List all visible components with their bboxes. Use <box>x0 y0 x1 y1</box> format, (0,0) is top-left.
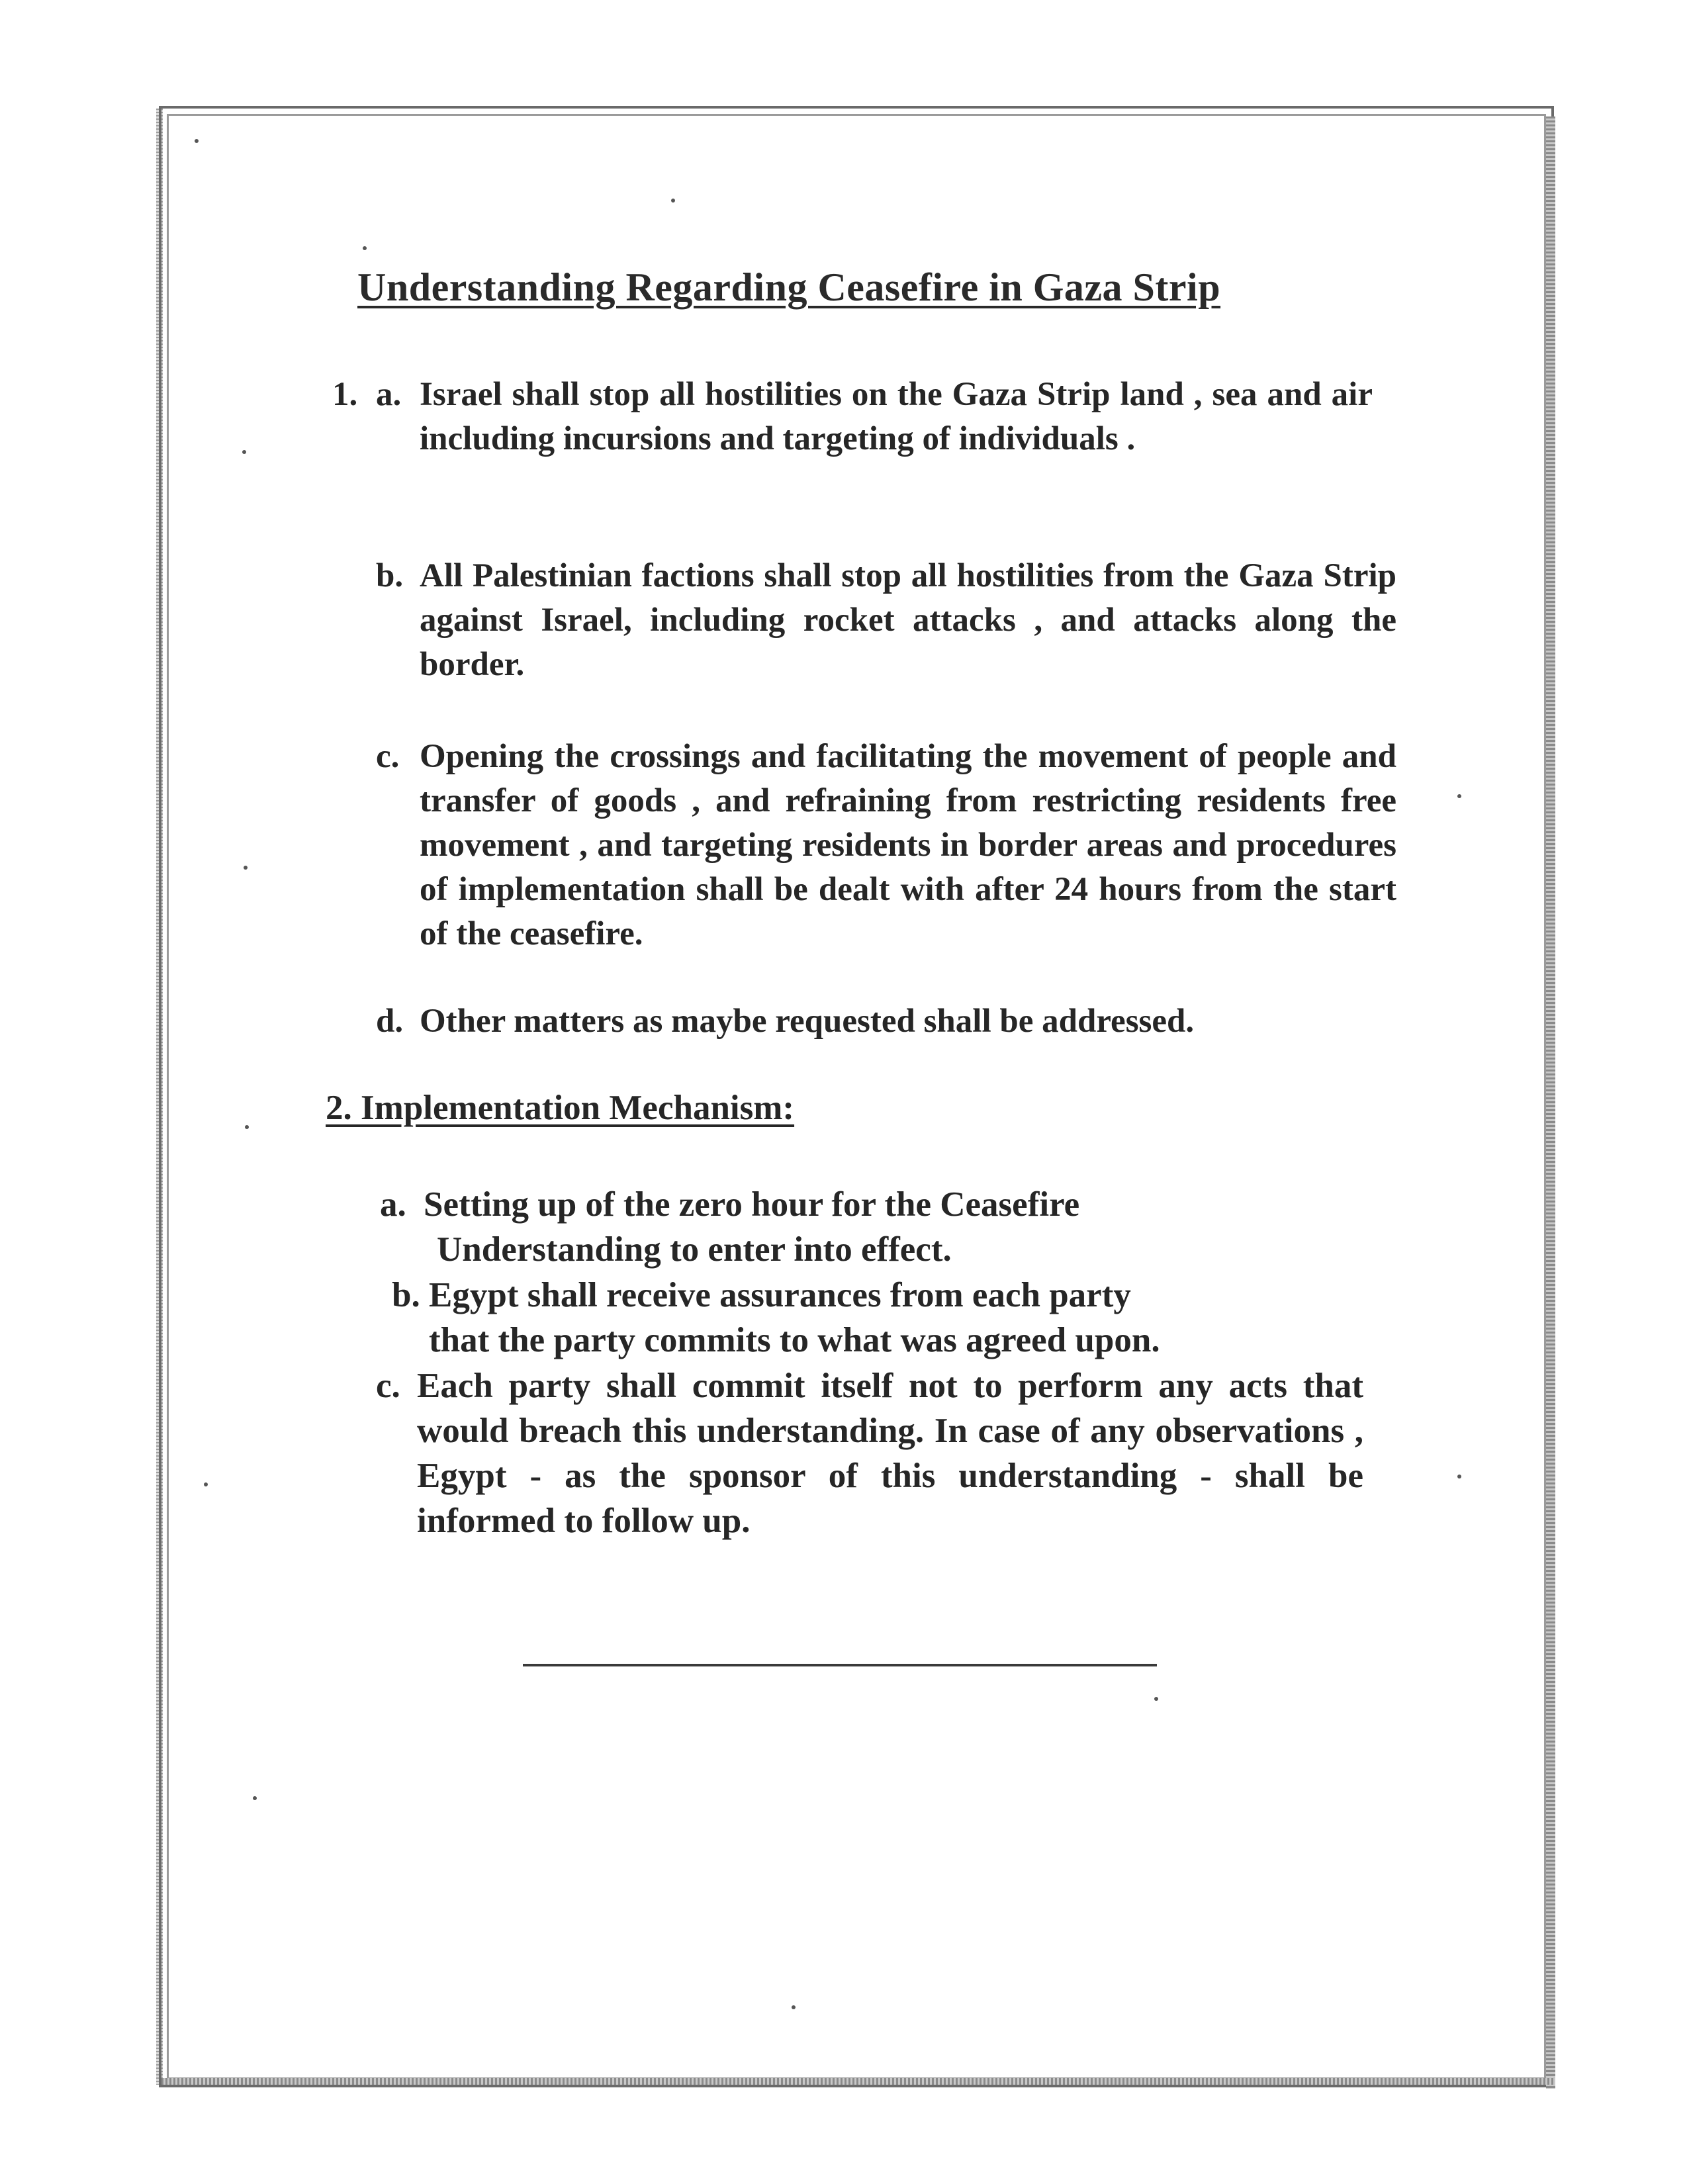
section2-item-a <box>380 1182 1363 1272</box>
item-text: All Palestinian factions shall stop all hostilities from the Gaza Strip against Israel, including rocket attacks , and attacks along the border. <box>420 557 1396 683</box>
item-line-2: that the party commits to what was agreed upon. <box>429 1321 1160 1359</box>
item-marker: b. <box>376 557 404 594</box>
section2-item-b <box>392 1273 1369 1363</box>
scan-speck <box>1457 794 1461 798</box>
item-text: Opening the crossings and facilitating the movement of people and transfer of goods , and refraining from restricting residents free movement , and targeting residents in border areas and procedures of implementation shall be dealt with after 24 hours from the start of the ceasefire. <box>420 738 1396 952</box>
scan-speck <box>1154 1697 1158 1701</box>
item-marker: c. <box>376 738 400 775</box>
scan-speck <box>671 199 675 203</box>
scan-speck <box>363 246 367 250</box>
item-marker: a. <box>376 376 402 413</box>
section1-item-b <box>376 554 1396 687</box>
item-marker: c. <box>376 1367 400 1405</box>
section1-number: 1. <box>332 376 358 413</box>
item-line-2: Understanding to enter into effect. <box>437 1230 952 1269</box>
scan-speck <box>242 450 246 454</box>
item-line-1: Egypt shall receive assurances from each party <box>429 1276 1131 1314</box>
item-text: Israel shall stop all hostilities on the Gaza Strip land , sea and air including incursions and targeting of individuals . <box>420 376 1373 457</box>
section1-item-d <box>376 999 1396 1044</box>
section1-item-a <box>332 373 1373 461</box>
scan-speck <box>1457 1475 1461 1479</box>
closing-rule <box>523 1664 1157 1666</box>
item-marker: b. <box>392 1276 420 1314</box>
page-frame-bottom-edge <box>161 2078 1555 2085</box>
section1-item-c <box>376 735 1396 956</box>
item-marker: a. <box>380 1185 406 1224</box>
scan-speck <box>204 1482 208 1486</box>
scan-speck <box>244 866 248 870</box>
section2-item-c <box>376 1363 1363 1543</box>
item-line-1: Setting up of the zero hour for the Ceasefire <box>424 1185 1080 1224</box>
document-title: Understanding Regarding Ceasefire in Gaza Strip <box>357 265 1221 309</box>
item-marker: d. <box>376 1003 404 1040</box>
scan-speck <box>245 1125 249 1129</box>
item-text: Each party shall commit itself not to perform any acts that would breach this understanding. In case of any observations , Egypt - as the sponsor of this understanding - shall be informed to follow up. <box>417 1367 1363 1540</box>
scan-speck <box>792 2005 796 2009</box>
scan-speck <box>253 1796 257 1800</box>
scan-speck <box>195 139 199 143</box>
item-text: Other matters as maybe requested shall be addressed. <box>420 1003 1195 1040</box>
section2-heading: 2. Implementation Mechanism: <box>326 1089 795 1127</box>
page-frame-right-edge <box>1546 116 1555 2089</box>
